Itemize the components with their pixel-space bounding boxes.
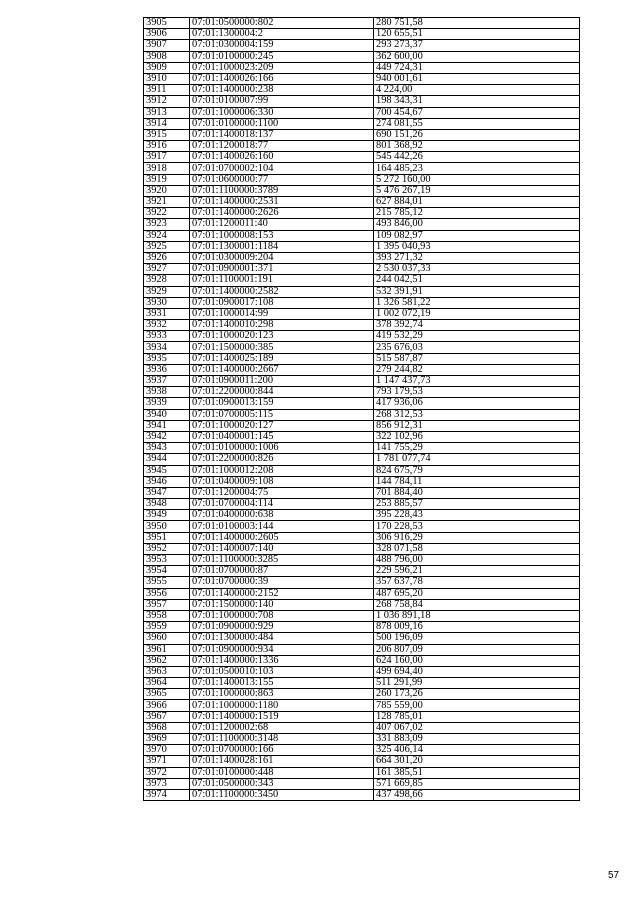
cadastral-number-cell: 07:01:1400018:137 [190, 129, 374, 140]
value-cell: 4 224,00 [374, 85, 580, 96]
cadastral-number-cell: 07:01:1400000:2626 [190, 208, 374, 219]
table-row [144, 297, 580, 308]
cadastral-number-cell: 07:01:1300000:484 [190, 633, 374, 644]
table-row [144, 689, 580, 700]
row-number-cell: 3915 [144, 129, 190, 140]
row-number-cell: 3944 [144, 454, 190, 465]
row-number-cell: 3933 [144, 331, 190, 342]
table-row [144, 129, 580, 140]
table-row [144, 499, 580, 510]
value-cell: 624 160,00 [374, 655, 580, 666]
row-number-cell: 3951 [144, 532, 190, 543]
cadastral-number-cell: 07:01:2200000:844 [190, 387, 374, 398]
row-number-cell: 3969 [144, 734, 190, 745]
row-number-cell: 3971 [144, 756, 190, 767]
value-cell: 878 009,16 [374, 622, 580, 633]
value-cell: 940 001,61 [374, 73, 580, 84]
row-number-cell: 3962 [144, 655, 190, 666]
row-number-cell: 3973 [144, 778, 190, 789]
table-row [144, 376, 580, 387]
value-cell: 1 147 437,73 [374, 376, 580, 387]
table-row [144, 734, 580, 745]
cadastral-number-cell: 07:01:1100000:3285 [190, 555, 374, 566]
value-cell: 545 442,26 [374, 152, 580, 163]
cadastral-number-cell: 07:01:0100000:1006 [190, 443, 374, 454]
value-cell: 417 936,06 [374, 398, 580, 409]
table-row [144, 610, 580, 621]
table-row [144, 398, 580, 409]
row-number-cell: 3953 [144, 555, 190, 566]
cadastral-number-cell: 07:01:1500000:140 [190, 599, 374, 610]
row-number-cell: 3963 [144, 666, 190, 677]
row-number-cell: 3924 [144, 230, 190, 241]
value-cell: 515 587,87 [374, 353, 580, 364]
value-cell: 268 758,84 [374, 599, 580, 610]
cadastral-number-cell: 07:01:0900001:371 [190, 264, 374, 275]
value-cell: 395 228,43 [374, 510, 580, 521]
value-cell: 362 600,00 [374, 51, 580, 62]
row-number-cell: 3911 [144, 85, 190, 96]
row-number-cell: 3945 [144, 465, 190, 476]
value-cell: 700 454,67 [374, 107, 580, 118]
cadastral-number-cell: 07:01:1400010:298 [190, 320, 374, 331]
value-cell: 856 912,31 [374, 420, 580, 431]
table-row [144, 577, 580, 588]
cadastral-number-cell: 07:01:1400025:189 [190, 353, 374, 364]
row-number-cell: 3955 [144, 577, 190, 588]
row-number-cell: 3929 [144, 286, 190, 297]
table-row [144, 745, 580, 756]
value-cell: 1 781 077,74 [374, 454, 580, 465]
cadastral-number-cell: 07:01:1400026:166 [190, 73, 374, 84]
table-row [144, 566, 580, 577]
table-row [144, 331, 580, 342]
value-cell: 260 173,26 [374, 689, 580, 700]
table-row [144, 85, 580, 96]
cadastral-number-cell: 07:01:1400000:1336 [190, 655, 374, 666]
table-row [144, 96, 580, 107]
value-cell: 419 532,29 [374, 331, 580, 342]
value-cell: 488 796,00 [374, 555, 580, 566]
table-row [144, 678, 580, 689]
cadastral-number-cell: 07:01:0700005:115 [190, 409, 374, 420]
cadastral-number-cell: 07:01:1200018:77 [190, 141, 374, 152]
row-number-cell: 3907 [144, 40, 190, 51]
row-number-cell: 3930 [144, 297, 190, 308]
cadastral-number-cell: 07:01:1000000:863 [190, 689, 374, 700]
table-row [144, 778, 580, 789]
table-row [144, 264, 580, 275]
value-cell: 393 271,32 [374, 252, 580, 263]
row-number-cell: 3917 [144, 152, 190, 163]
cadastral-number-cell: 07:01:1400028:161 [190, 756, 374, 767]
cadastral-number-cell: 07:01:1400026:160 [190, 152, 374, 163]
cadastral-number-cell: 07:01:0400000:638 [190, 510, 374, 521]
value-cell: 785 559,00 [374, 700, 580, 711]
row-number-cell: 3909 [144, 62, 190, 73]
value-cell: 437 498,66 [374, 789, 580, 800]
cadastral-number-cell: 07:01:2200000:826 [190, 454, 374, 465]
cadastral-number-cell: 07:01:1000006:330 [190, 107, 374, 118]
cadastral-number-cell: 07:01:1100000:3789 [190, 185, 374, 196]
row-number-cell: 3906 [144, 29, 190, 40]
row-number-cell: 3937 [144, 376, 190, 387]
value-cell: 109 082,97 [374, 230, 580, 241]
cadastral-number-cell: 07:01:1400007:140 [190, 543, 374, 554]
table-row [144, 364, 580, 375]
cadastral-number-cell: 07:01:1200002:68 [190, 722, 374, 733]
row-number-cell: 3941 [144, 420, 190, 431]
table-row [144, 599, 580, 610]
value-cell: 206 807,09 [374, 644, 580, 655]
page-number: 57 [608, 870, 620, 881]
value-cell: 801 368,92 [374, 141, 580, 152]
data-table [143, 17, 580, 801]
value-cell: 5 476 267,19 [374, 185, 580, 196]
table-row [144, 40, 580, 51]
cadastral-number-cell: 07:01:0500000:802 [190, 18, 374, 29]
value-cell: 2 530 037,33 [374, 264, 580, 275]
table-row [144, 342, 580, 353]
cadastral-number-cell: 07:01:0400009:108 [190, 476, 374, 487]
table-row [144, 409, 580, 420]
value-cell: 235 676,03 [374, 342, 580, 353]
table-row [144, 208, 580, 219]
cadastral-number-cell: 07:01:1400000:2582 [190, 286, 374, 297]
table-row [144, 353, 580, 364]
table-row [144, 543, 580, 554]
row-number-cell: 3922 [144, 208, 190, 219]
value-cell: 306 916,29 [374, 532, 580, 543]
row-number-cell: 3967 [144, 711, 190, 722]
table-row [144, 174, 580, 185]
table-body [144, 18, 580, 801]
cadastral-number-cell: 07:01:1400000:2667 [190, 364, 374, 375]
cadastral-number-cell: 07:01:1400000:2531 [190, 197, 374, 208]
cadastral-number-cell: 07:01:0900013:159 [190, 398, 374, 409]
table-row [144, 454, 580, 465]
table-row [144, 532, 580, 543]
cadastral-number-cell: 07:01:0700000:166 [190, 745, 374, 756]
row-number-cell: 3959 [144, 622, 190, 633]
row-number-cell: 3913 [144, 107, 190, 118]
table-row [144, 241, 580, 252]
value-cell: 328 071,58 [374, 543, 580, 554]
cadastral-number-cell: 07:01:1400000:1519 [190, 711, 374, 722]
row-number-cell: 3905 [144, 18, 190, 29]
value-cell: 664 301,20 [374, 756, 580, 767]
table-row [144, 29, 580, 40]
table-row [144, 666, 580, 677]
cadastral-number-cell: 07:01:1000020:127 [190, 420, 374, 431]
cadastral-number-cell: 07:01:0100007:99 [190, 96, 374, 107]
row-number-cell: 3921 [144, 197, 190, 208]
table-row [144, 230, 580, 241]
row-number-cell: 3927 [144, 264, 190, 275]
row-number-cell: 3966 [144, 700, 190, 711]
cadastral-number-cell: 07:01:1000000:708 [190, 610, 374, 621]
row-number-cell: 3968 [144, 722, 190, 733]
row-number-cell: 3923 [144, 219, 190, 230]
cadastral-number-cell: 07:01:1000000:1180 [190, 700, 374, 711]
value-cell: 279 244,82 [374, 364, 580, 375]
value-cell: 500 196,09 [374, 633, 580, 644]
cadastral-number-cell: 07:01:1400000:2152 [190, 588, 374, 599]
cadastral-number-cell: 07:01:1400013:155 [190, 678, 374, 689]
table-row [144, 510, 580, 521]
value-cell: 378 392,74 [374, 320, 580, 331]
value-cell: 293 273,37 [374, 40, 580, 51]
table-row [144, 185, 580, 196]
row-number-cell: 3934 [144, 342, 190, 353]
table-row [144, 789, 580, 800]
row-number-cell: 3912 [144, 96, 190, 107]
row-number-cell: 3914 [144, 118, 190, 129]
cadastral-number-cell: 07:01:0600000:77 [190, 174, 374, 185]
table-row [144, 320, 580, 331]
row-number-cell: 3942 [144, 431, 190, 442]
value-cell: 322 102,96 [374, 431, 580, 442]
cadastral-number-cell: 07:01:1300004:2 [190, 29, 374, 40]
table-row [144, 387, 580, 398]
row-number-cell: 3950 [144, 521, 190, 532]
value-cell: 690 151,26 [374, 129, 580, 140]
value-cell: 1 002 072,19 [374, 308, 580, 319]
cadastral-number-cell: 07:01:1100000:3148 [190, 734, 374, 745]
row-number-cell: 3947 [144, 487, 190, 498]
value-cell: 627 884,01 [374, 197, 580, 208]
table-row [144, 722, 580, 733]
value-cell: 571 669,85 [374, 778, 580, 789]
value-cell: 407 067,02 [374, 722, 580, 733]
table-row [144, 420, 580, 431]
value-cell: 1 036 891,18 [374, 610, 580, 621]
table-row [144, 62, 580, 73]
table-row [144, 252, 580, 263]
cadastral-number-cell: 07:01:1100001:191 [190, 275, 374, 286]
table-row [144, 443, 580, 454]
row-number-cell: 3926 [144, 252, 190, 263]
cadastral-number-cell: 07:01:0100000:1100 [190, 118, 374, 129]
value-cell: 268 312,53 [374, 409, 580, 420]
row-number-cell: 3939 [144, 398, 190, 409]
value-cell: 274 081,55 [374, 118, 580, 129]
table-row [144, 18, 580, 29]
row-number-cell: 3960 [144, 633, 190, 644]
cadastral-number-cell: 07:01:1100000:3450 [190, 789, 374, 800]
table-row [144, 644, 580, 655]
table-row [144, 152, 580, 163]
value-cell: 215 785,12 [374, 208, 580, 219]
table-row [144, 465, 580, 476]
value-cell: 793 179,53 [374, 387, 580, 398]
cadastral-number-cell: 07:01:0700004:114 [190, 499, 374, 510]
row-number-cell: 3964 [144, 678, 190, 689]
table-row [144, 655, 580, 666]
cadastral-number-cell: 07:01:1300001:1184 [190, 241, 374, 252]
cadastral-number-cell: 07:01:0300009:204 [190, 252, 374, 263]
cadastral-number-cell: 07:01:1000014:99 [190, 308, 374, 319]
cadastral-number-cell: 07:01:1400000:238 [190, 85, 374, 96]
cadastral-number-cell: 07:01:0500000:343 [190, 778, 374, 789]
row-number-cell: 3974 [144, 789, 190, 800]
row-number-cell: 3972 [144, 767, 190, 778]
row-number-cell: 3931 [144, 308, 190, 319]
cadastral-number-cell: 07:01:0700000:39 [190, 577, 374, 588]
cadastral-number-cell: 07:01:1200011:40 [190, 219, 374, 230]
value-cell: 198 343,31 [374, 96, 580, 107]
cadastral-number-cell: 07:01:0100003:144 [190, 521, 374, 532]
value-cell: 511 291,99 [374, 678, 580, 689]
value-cell: 244 042,51 [374, 275, 580, 286]
value-cell: 170 228,53 [374, 521, 580, 532]
row-number-cell: 3925 [144, 241, 190, 252]
cadastral-number-cell: 07:01:0900000:934 [190, 644, 374, 655]
row-number-cell: 3928 [144, 275, 190, 286]
row-number-cell: 3910 [144, 73, 190, 84]
cadastral-number-cell: 07:01:0500010:103 [190, 666, 374, 677]
cadastral-number-cell: 07:01:0300004:159 [190, 40, 374, 51]
table-row [144, 107, 580, 118]
cadastral-number-cell: 07:01:1000023:209 [190, 62, 374, 73]
table-row [144, 487, 580, 498]
value-cell: 164 485,23 [374, 163, 580, 174]
cadastral-number-cell: 07:01:0700002:104 [190, 163, 374, 174]
row-number-cell: 3970 [144, 745, 190, 756]
value-cell: 357 637,78 [374, 577, 580, 588]
table-row [144, 275, 580, 286]
table-row [144, 476, 580, 487]
value-cell: 487 695,20 [374, 588, 580, 599]
value-cell: 229 596,21 [374, 566, 580, 577]
table-row [144, 756, 580, 767]
table-row [144, 588, 580, 599]
value-cell: 824 675,79 [374, 465, 580, 476]
cadastral-number-cell: 07:01:0100000:245 [190, 51, 374, 62]
value-cell: 499 694,40 [374, 666, 580, 677]
table-row [144, 73, 580, 84]
table-row [144, 767, 580, 778]
row-number-cell: 3954 [144, 566, 190, 577]
row-number-cell: 3932 [144, 320, 190, 331]
row-number-cell: 3918 [144, 163, 190, 174]
row-number-cell: 3956 [144, 588, 190, 599]
row-number-cell: 3938 [144, 387, 190, 398]
table-row [144, 51, 580, 62]
value-cell: 1 326 581,22 [374, 297, 580, 308]
table-row [144, 197, 580, 208]
row-number-cell: 3952 [144, 543, 190, 554]
row-number-cell: 3957 [144, 599, 190, 610]
table-row [144, 163, 580, 174]
row-number-cell: 3948 [144, 499, 190, 510]
cadastral-number-cell: 07:01:1000020:123 [190, 331, 374, 342]
value-cell: 701 884,40 [374, 487, 580, 498]
row-number-cell: 3916 [144, 141, 190, 152]
value-cell: 1 395 040,93 [374, 241, 580, 252]
value-cell: 5 272 160,00 [374, 174, 580, 185]
value-cell: 331 883,09 [374, 734, 580, 745]
table-row [144, 700, 580, 711]
table-row [144, 622, 580, 633]
row-number-cell: 3936 [144, 364, 190, 375]
table-row [144, 219, 580, 230]
row-number-cell: 3949 [144, 510, 190, 521]
value-cell: 141 755,29 [374, 443, 580, 454]
row-number-cell: 3946 [144, 476, 190, 487]
value-cell: 449 724,31 [374, 62, 580, 73]
row-number-cell: 3935 [144, 353, 190, 364]
cadastral-number-cell: 07:01:1000012:208 [190, 465, 374, 476]
row-number-cell: 3958 [144, 610, 190, 621]
row-number-cell: 3920 [144, 185, 190, 196]
value-cell: 493 846,00 [374, 219, 580, 230]
value-cell: 144 784,11 [374, 476, 580, 487]
value-cell: 253 885,57 [374, 499, 580, 510]
row-number-cell: 3940 [144, 409, 190, 420]
table-row [144, 555, 580, 566]
cadastral-number-cell: 07:01:0100000:448 [190, 767, 374, 778]
row-number-cell: 3919 [144, 174, 190, 185]
cadastral-number-cell: 07:01:0900017:108 [190, 297, 374, 308]
value-cell: 532 391,91 [374, 286, 580, 297]
cadastral-number-cell: 07:01:1400000:2605 [190, 532, 374, 543]
table-row [144, 711, 580, 722]
cadastral-number-cell: 07:01:1200004:75 [190, 487, 374, 498]
row-number-cell: 3961 [144, 644, 190, 655]
table-row [144, 431, 580, 442]
table-row [144, 633, 580, 644]
cadastral-number-cell: 07:01:0700000:87 [190, 566, 374, 577]
value-cell: 128 785,01 [374, 711, 580, 722]
cadastral-number-cell: 07:01:1000008:153 [190, 230, 374, 241]
value-cell: 280 751,58 [374, 18, 580, 29]
row-number-cell: 3908 [144, 51, 190, 62]
cadastral-number-cell: 07:01:0900011:200 [190, 376, 374, 387]
table-row [144, 118, 580, 129]
table-row [144, 308, 580, 319]
cadastral-number-cell: 07:01:0400001:145 [190, 431, 374, 442]
value-cell: 161 385,51 [374, 767, 580, 778]
table-row [144, 286, 580, 297]
cadastral-number-cell: 07:01:1500000:385 [190, 342, 374, 353]
row-number-cell: 3943 [144, 443, 190, 454]
table-row [144, 141, 580, 152]
value-cell: 325 406,14 [374, 745, 580, 756]
row-number-cell: 3965 [144, 689, 190, 700]
table-row [144, 521, 580, 532]
cadastral-number-cell: 07:01:0900000:929 [190, 622, 374, 633]
value-cell: 120 655,51 [374, 29, 580, 40]
